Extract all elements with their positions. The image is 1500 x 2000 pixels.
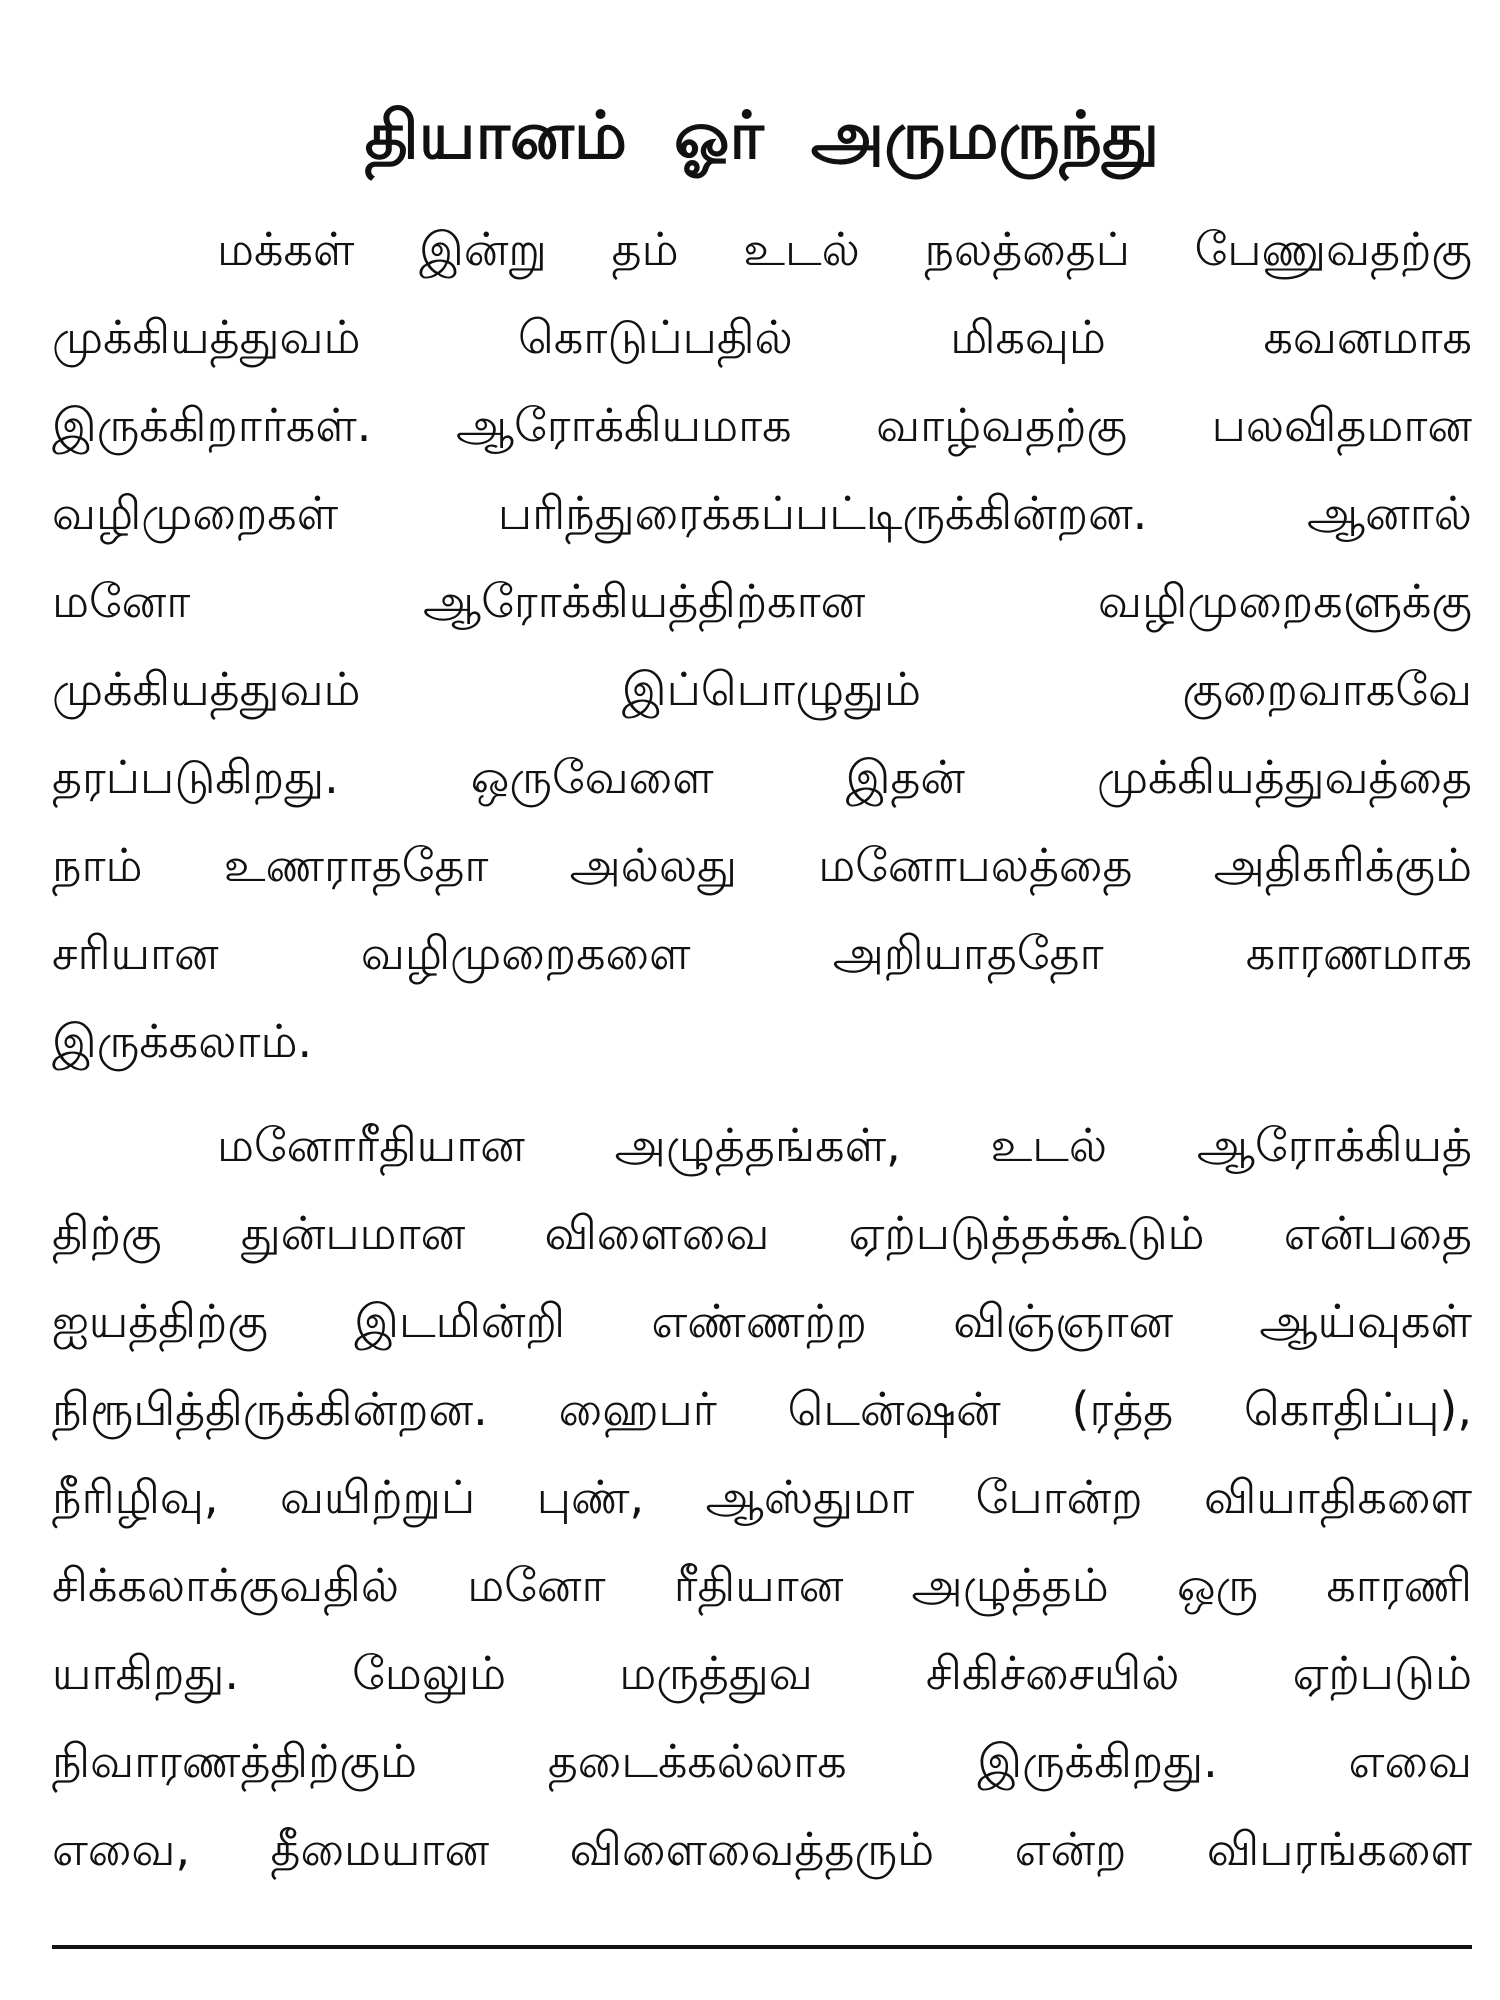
text-line: முக்கியத்துவம் கொடுப்பதில் மிகவும் கவனமாக — [52, 310, 1472, 365]
text-line: இருக்கிறார்கள். ஆரோக்கியமாக வாழ்வதற்கு பலவிதமான — [52, 398, 1472, 453]
document-title: தியானம் ஓர் அருமருந்து — [364, 97, 1160, 174]
text-line: நிரூபித்திருக்கின்றன. ஹைபர் டென்ஷன் (ரத்த கொதிப்பு), — [52, 1382, 1472, 1437]
text-line: நாம் உணராததோ அல்லது மனோபலத்தை அதிகரிக்கும் — [52, 838, 1472, 893]
document-page — [52, 96, 1472, 1893]
text-line: தரப்படுகிறது. ஒருவேளை இதன் முக்கியத்துவத்தை — [52, 750, 1472, 805]
text-line: மனோ ஆரோக்கியத்திற்கான வழிமுறைகளுக்கு — [52, 574, 1472, 629]
text-line: ஐயத்திற்கு இடமின்றி எண்ணற்ற விஞ்ஞான ஆய்வுகள் — [52, 1294, 1472, 1349]
text-line: மனோரீதியான அழுத்தங்கள், உடல் ஆரோக்கியத் — [217, 1118, 1472, 1173]
text-line: மக்கள் இன்று தம் உடல் நலத்தைப் பேணுவதற்கு — [217, 222, 1472, 277]
text-line: திற்கு துன்பமான விளைவை ஏற்படுத்தக்கூடும் என்பதை — [52, 1206, 1472, 1261]
text-line: சரியான வழிமுறைகளை அறியாததோ காரணமாக — [52, 926, 1472, 981]
paragraph-2 — [52, 1101, 1472, 1893]
bottom-divider — [52, 1945, 1472, 1949]
text-line: எவை, தீமையான விளைவைத்தரும் என்ற விபரங்களை — [52, 1822, 1472, 1877]
text-line: வழிமுறைகள் பரிந்துரைக்கப்பட்டிருக்கின்றன. ஆனால் — [52, 486, 1472, 541]
text-line: யாகிறது. மேலும் மருத்துவ சிகிச்சையில் ஏற்படும் — [52, 1646, 1472, 1701]
text-line: நிவாரணத்திற்கும் தடைக்கல்லாக இருக்கிறது. எவை — [52, 1734, 1472, 1789]
text-line: முக்கியத்துவம் இப்பொழுதும் குறைவாகவே — [52, 662, 1472, 717]
text-line: சிக்கலாக்குவதில் மனோ ரீதியான அழுத்தம் ஒரு காரணி — [52, 1558, 1472, 1613]
paragraph-1 — [52, 205, 1472, 1085]
text-line: இருக்கலாம். — [52, 1014, 313, 1069]
text-line: நீரிழிவு, வயிற்றுப் புண், ஆஸ்துமா போன்ற வியாதிகளை — [52, 1470, 1472, 1525]
paragraph-gap — [52, 1085, 1472, 1101]
